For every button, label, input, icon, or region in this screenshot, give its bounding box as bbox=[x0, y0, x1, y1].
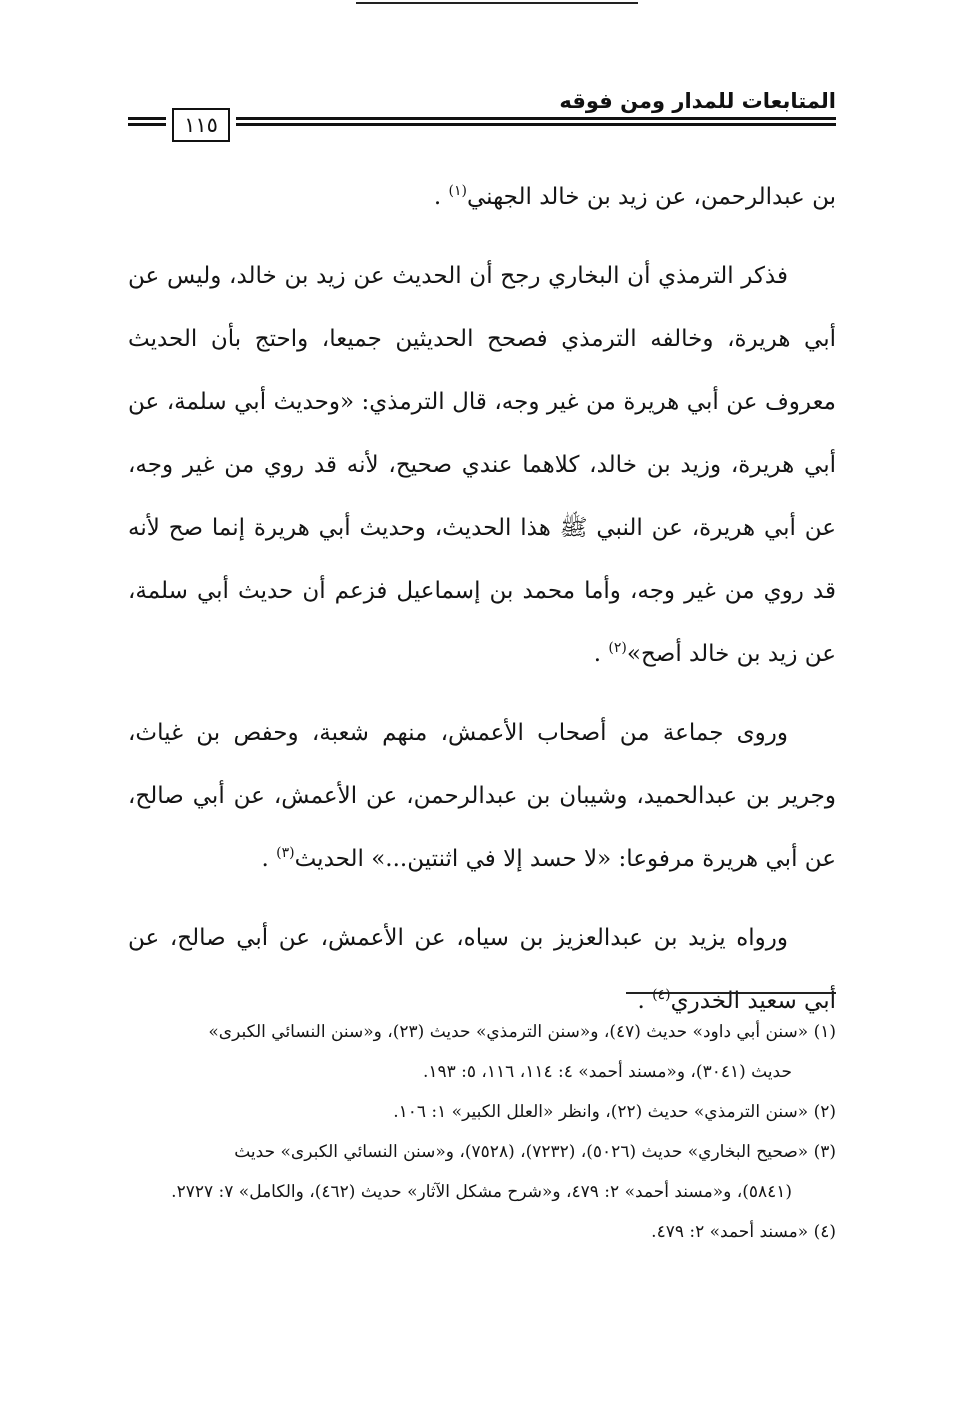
paragraph-4-text: ورواه يزيد بن عبدالعزيز بن سياه، عن الأعمش، عن أبي صالح، عن أبي سعيد الخدري bbox=[128, 925, 836, 1014]
paragraph-2-text: فذكر الترمذي أن البخاري رجح أن الحديث عن زيد بن خالد، وليس عن أبي هريرة، وخالفه الترمذي فصحح الحديثين جميعا، واحتج بأن الحديث معروف عن أبي هريرة من غير وجه، قال الترمذي: «وحديث أبي سلمة، عن أبي هريرة، وزيد بن خالد، كلاهما عندي صحيح، لأنه قد روي من غير وجه، عن أبي هريرة، عن النبي ﷺ هذا الحديث، وحديث أبي هريرة إنما صح لأنه قد روي من غير وجه، وأما محمد بن إسماعيل فزعم أن حديث أبي سلمة، عن زيد بن خالد أصح» bbox=[128, 263, 836, 667]
footnote-3-line1: (٣) «صحيح البخاري» حديث (٥٠٢٦)، (٧٢٣٢)، (٧٥٢٨)، و«سنن النسائي الكبرى» حديث bbox=[234, 1142, 836, 1162]
main-text bbox=[128, 166, 836, 1033]
running-title: المتابعات للمدار ومن فوقه bbox=[559, 89, 836, 113]
footnotes bbox=[128, 1012, 836, 1252]
paragraph-4-end: . bbox=[637, 988, 645, 1014]
paragraph-1-text: بن عبدالرحمن، عن زيد بن خالد الجهني bbox=[466, 184, 836, 210]
page-number: ١١٥ bbox=[172, 108, 230, 142]
footnote-4 bbox=[128, 1212, 836, 1252]
footnote-separator bbox=[626, 992, 836, 994]
paragraph-2 bbox=[128, 245, 836, 686]
paragraph-1 bbox=[128, 166, 836, 229]
footnote-2 bbox=[128, 1092, 836, 1132]
header-rule-left bbox=[128, 117, 166, 126]
footnote-ref-4: (٤) bbox=[652, 987, 671, 1003]
footnote-ref-3: (٣) bbox=[276, 845, 295, 861]
footnote-1-line1: (١) «سنن أبي داود» حديث (٤٧)، و«سنن الترمذي» حديث (٢٣)، و«سنن النسائي الكبرى» bbox=[208, 1022, 836, 1042]
footnote-3-continuation bbox=[128, 1172, 836, 1212]
footnote-4-line1: (٤) «مسند أحمد» ٢: ٤٧٩. bbox=[651, 1222, 836, 1242]
running-header bbox=[128, 88, 836, 148]
footnote-ref-1: (١) bbox=[448, 183, 467, 199]
footnote-1-continuation bbox=[128, 1052, 836, 1092]
paragraph-3-text: وروى جماعة من أصحاب الأعمش، منهم شعبة، وحفص بن غياث، وجرير بن عبدالحميد، وشيبان بن عبدالرحمن، عن الأعمش، عن أبي صالح، عن أبي هريرة مرفوعا: «لا حسد إلا في اثنتين...» الحديث bbox=[128, 720, 836, 872]
footnote-1 bbox=[128, 1012, 836, 1052]
footnote-1-line2: حديث (٣٠٤١)، و«مسند أحمد» ٤: ١١٤، ١١٦، ٥: ١٩٣. bbox=[422, 1062, 792, 1082]
header-rule-right bbox=[236, 117, 836, 126]
footnote-ref-2: (٢) bbox=[608, 640, 627, 656]
paragraph-3 bbox=[128, 702, 836, 891]
footnote-2-line1: (٢) «سنن الترمذي» حديث (٢٢)، وانظر «العلل الكبير» ١: ١٠٦. bbox=[393, 1102, 836, 1122]
paragraph-2-end: . bbox=[593, 641, 602, 667]
footnote-3 bbox=[128, 1132, 836, 1172]
footnote-3-line2: (٥٨٤١)، و«مسند أحمد» ٢: ٤٧٩، و«شرح مشكل الآثار» حديث (٤٦٢)، والكامل» ٧: ٢٧٢٧. bbox=[171, 1182, 792, 1202]
page-top-rule bbox=[356, 2, 638, 4]
paragraph-3-end: . bbox=[261, 846, 269, 872]
paragraph-1-end: . bbox=[433, 184, 442, 210]
